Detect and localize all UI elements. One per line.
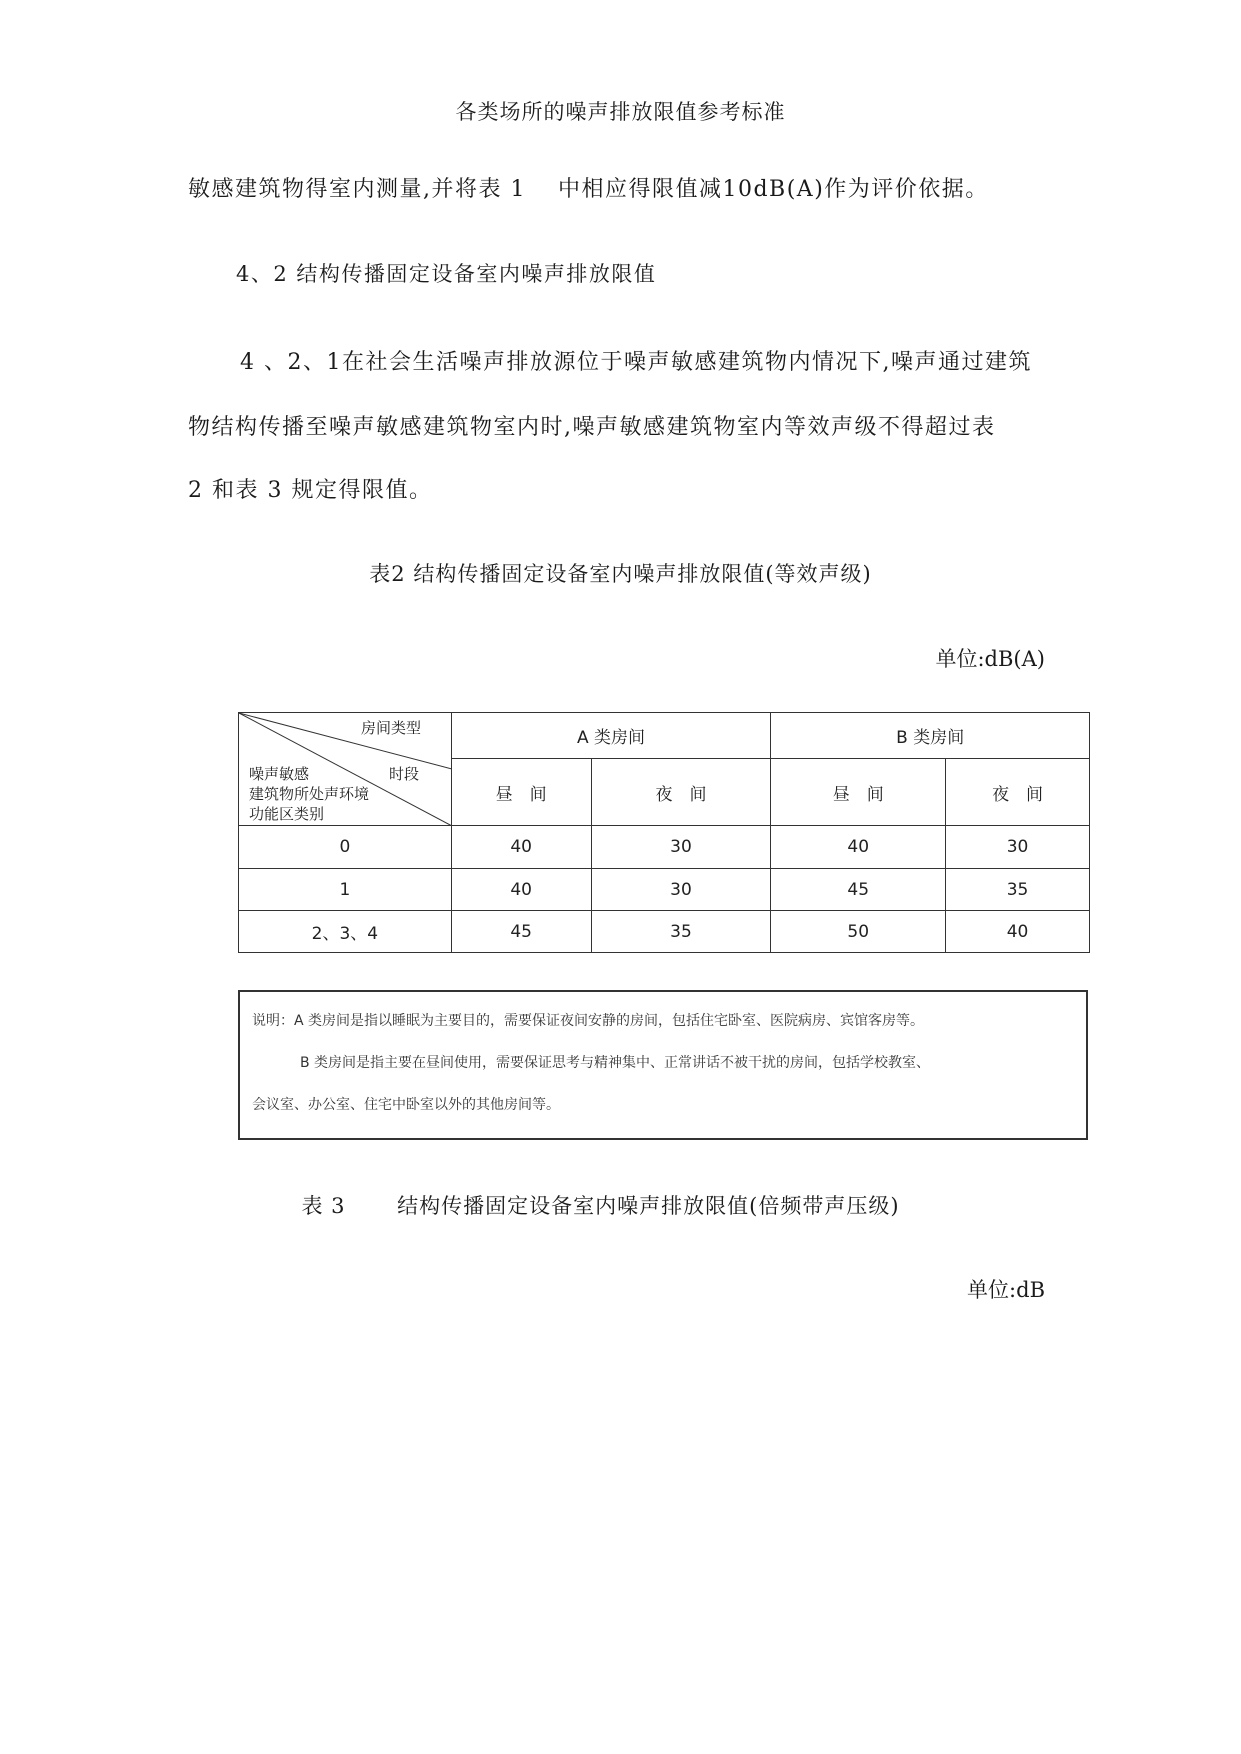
note-line-room-a: 说明：A 类房间是指以睡眠为主要目的，需要保证夜间安静的房间，包括住宅卧室、医院病房、宾馆客房等。: [252, 1013, 925, 1029]
table2-unit: 单位:dB(A): [935, 647, 1045, 671]
corner-zone-label-line2: 建筑物所处声环境: [249, 785, 370, 803]
corner-zone-label-line3: 功能区类别: [249, 805, 325, 823]
header-room-a: A 类房间: [451, 713, 771, 759]
table3-caption: 表 3 结构传播固定设备室内噪声排放限值(倍频带声压级): [301, 1194, 900, 1218]
header-room-b: B 类房间: [771, 713, 1090, 759]
value-cell: 30: [591, 826, 771, 869]
value-cell: 30: [591, 869, 771, 911]
header-b-day: 昼 间: [771, 759, 946, 826]
paragraph-evaluation-basis: 敏感建筑物得室内测量,并将表 1 中相应得限值减10dB(A)作为评价依据。: [188, 177, 989, 202]
value-cell: 30: [946, 826, 1090, 869]
header-a-day: 昼 间: [451, 759, 591, 826]
value-cell: 40: [771, 826, 946, 869]
corner-period-label: 时段: [389, 765, 420, 783]
section-heading-4-2: 4、2 结构传播固定设备室内噪声排放限值: [236, 262, 657, 286]
header-b-night: 夜 间: [946, 759, 1090, 826]
zone-cell: 2、3、4: [239, 911, 452, 953]
table2-corner-header: [239, 713, 452, 826]
table-row: [239, 869, 1090, 911]
corner-room-type-label: 房间类型: [361, 719, 422, 737]
value-cell: 45: [771, 869, 946, 911]
corner-zone-label-line1: 噪声敏感: [249, 765, 310, 783]
value-cell: 40: [946, 911, 1090, 953]
header-a-night: 夜 间: [591, 759, 771, 826]
value-cell: 35: [946, 869, 1090, 911]
table2-note-box: [238, 990, 1088, 1140]
paragraph-4-2-1-line1: 4 、2、1在社会生活噪声排放源位于噪声敏感建筑物内情况下,噪声通过建筑: [240, 350, 1032, 375]
value-cell: 40: [451, 869, 591, 911]
document-title: 各类场所的噪声排放限值参考标准: [455, 100, 786, 124]
table2-noise-limits: [238, 712, 1090, 953]
note-line-room-b: B 类房间是指主要在昼间使用，需要保证思考与精神集中、正常讲话不被干扰的房间，包括学校教室、: [300, 1055, 931, 1071]
zone-cell: 0: [239, 826, 452, 869]
table-row: [239, 911, 1090, 953]
zone-cell: 1: [239, 869, 452, 911]
value-cell: 35: [591, 911, 771, 953]
note-line-room-b-cont: 会议室、办公室、住宅中卧室以外的其他房间等。: [252, 1097, 560, 1113]
value-cell: 40: [451, 826, 591, 869]
table3-unit: 单位:dB: [967, 1278, 1045, 1302]
value-cell: 50: [771, 911, 946, 953]
table2-caption: 表2 结构传播固定设备室内噪声排放限值(等效声级): [369, 562, 872, 586]
table-row: [239, 826, 1090, 869]
value-cell: 45: [451, 911, 591, 953]
paragraph-4-2-1-line2: 物结构传播至噪声敏感建筑物室内时,噪声敏感建筑物室内等效声级不得超过表: [188, 415, 996, 440]
paragraph-4-2-1-line3: 2 和表 3 规定得限值。: [188, 478, 433, 503]
